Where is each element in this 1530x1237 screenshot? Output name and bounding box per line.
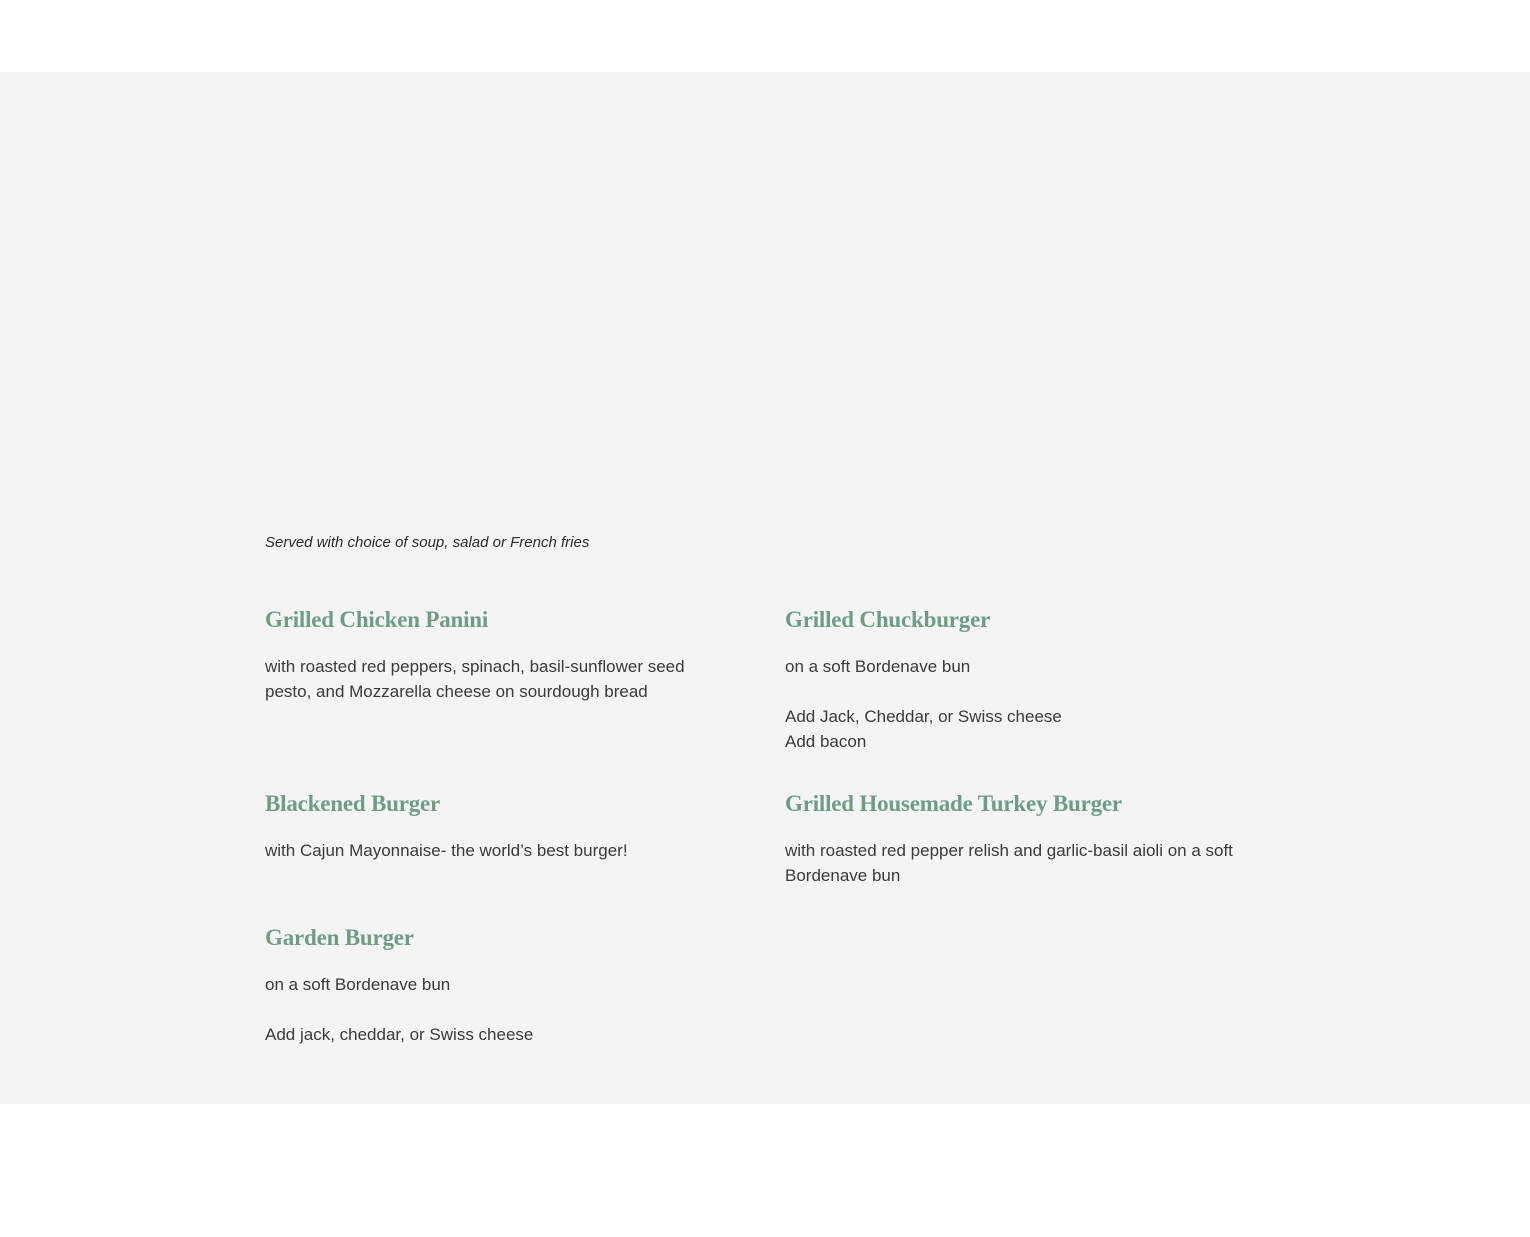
menu-item-addon-cheese: Add Jack, Cheddar, or Swiss cheese (785, 707, 1062, 726)
sandwiches-menu-section (0, 72, 1530, 1104)
served-with-note: Served with choice of soup, salad or French fries (265, 534, 590, 551)
menu-item-title: Grilled Housemade Turkey Burger (785, 791, 1122, 816)
menu-item-description: on a soft Bordenave bun (265, 975, 451, 994)
menu-item-blackened-burger (265, 790, 735, 863)
menu-item-title: Blackened Burger (265, 791, 441, 816)
menu-item-description: with Cajun Mayonnaise- the world’s best burger! (265, 841, 628, 860)
page-footer-band (0, 1104, 1530, 1237)
menu-item-addon-cheese: Add jack, cheddar, or Swiss cheese (265, 1025, 534, 1044)
page-header-band (0, 0, 1530, 72)
menu-item-garden-burger (265, 924, 735, 1047)
menu-item-addon-bacon: Add bacon (785, 732, 867, 751)
menu-item-title: Grilled Chuckburger (785, 607, 991, 632)
menu-item-grilled-housemade-turkey-burger (785, 790, 1255, 888)
menu-item-title: Grilled Chicken Panini (265, 607, 489, 632)
menu-item-description: with roasted red peppers, spinach, basil-sunflower seed pesto, and Mozzarella cheese on sourdough bread (265, 657, 685, 701)
menu-item-grilled-chicken-panini (265, 606, 735, 704)
menu-item-description: with roasted red pepper relish and garlic-basil aioli on a soft Bordenave bun (785, 841, 1233, 885)
menu-item-description: on a soft Bordenave bun (785, 657, 971, 676)
menu-item-grilled-chuckburger (785, 606, 1255, 754)
menu-item-title: Garden Burger (265, 925, 414, 950)
